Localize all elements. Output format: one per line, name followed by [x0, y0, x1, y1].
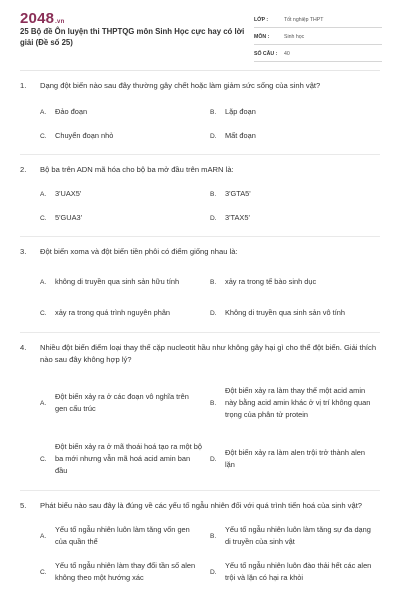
- option-b[interactable]: B. Đột biến xảy ra làm thay thế một acid amin này bằng acid amin khác ở vị trí không quan trọng của phân tử protein: [210, 386, 371, 419]
- question-text: Dạng đột biến nào sau đây thường gây chết hoặc làm giảm sức sống của sinh vật?: [40, 81, 321, 90]
- question-3: [0, 246, 400, 326]
- option-a[interactable]: A. không di truyền qua sinh sản hữu tính: [40, 277, 180, 286]
- option-c[interactable]: C. Đột biến xảy ra ở mã thoái hoá tạo ra một bộ ba mới nhưng vẫn mã hoá acid amin ban đầu: [40, 442, 202, 475]
- meta-subject-value: Sinh học: [284, 33, 305, 40]
- option-d[interactable]: D. Không di truyền qua sinh sản vô tính: [210, 308, 345, 317]
- meta-count-label: SỐ CÂU :: [254, 50, 278, 57]
- question-number: 2.: [20, 165, 27, 174]
- question-text: Phát biểu nào sau đây là đúng về các yếu tố ngẫu nhiên đối với quá trình tiến hoá của sinh vật?: [40, 501, 363, 510]
- document-title: 25 Bộ đề Ôn luyện thi THPTQG môn Sinh Học cực hay có lời giải (Đề số 25): [20, 27, 245, 47]
- meta-count-value: 40: [284, 50, 290, 57]
- question-number: 4.: [20, 343, 27, 352]
- answer-options: [40, 182, 380, 230]
- option-b[interactable]: B. Yếu tố ngẫu nhiên luôn làm tăng sự đa dạng di truyền của sinh vật: [210, 525, 371, 546]
- question-list: [0, 78, 400, 590]
- answer-options: [40, 518, 380, 590]
- option-c[interactable]: C. Chuyển đoạn nhỏ: [40, 131, 114, 140]
- option-c[interactable]: C. 5'GUA3': [40, 213, 83, 222]
- document-meta: [254, 12, 382, 63]
- question-text: Đột biến xoma và đột biến tiền phôi có điểm giống nhau là:: [40, 247, 238, 256]
- option-c[interactable]: C. xảy ra trong quá trình nguyên phân: [40, 308, 171, 317]
- option-d[interactable]: D. 3'TAX5': [210, 213, 250, 222]
- option-a[interactable]: A. 3'UAX5': [40, 189, 82, 198]
- meta-count: [254, 46, 382, 62]
- answer-options: [40, 264, 380, 326]
- question-text: Nhiều đột biến điểm loại thay thế cặp nucleotit hầu như không gây hại gì cho thể đột biến. Giải thích nào sau đây không hợp lý?: [40, 343, 377, 364]
- option-d[interactable]: D. Đột biến xảy ra làm alen trội trở thành alen lặn: [210, 448, 366, 469]
- meta-class: [254, 12, 382, 28]
- question-number: 3.: [20, 247, 27, 256]
- question-divider: [20, 490, 380, 491]
- option-a[interactable]: A. Đảo đoạn: [40, 107, 88, 116]
- option-b[interactable]: B. xảy ra trong tế bào sinh dục: [210, 277, 317, 286]
- header-divider: [20, 70, 380, 71]
- question-divider: [20, 236, 380, 237]
- option-b[interactable]: B. 3'GTA5': [210, 189, 251, 198]
- option-d[interactable]: D. Yếu tố ngẫu nhiên luôn đào thải hết các alen trội và lặn có hại ra khỏi: [210, 561, 372, 582]
- option-b[interactable]: B. Lặp đoạn: [210, 107, 256, 116]
- answer-options: [40, 372, 380, 484]
- question-2: [0, 164, 400, 230]
- meta-class-label: LỚP :: [254, 16, 269, 23]
- meta-subject-label: MÔN :: [254, 33, 270, 40]
- question-number: 1.: [20, 81, 27, 90]
- meta-class-value: Tốt nghiệp THPT: [284, 16, 324, 23]
- option-a[interactable]: A. Đột biến xảy ra ở các đoạn vô nghĩa trên gen cấu trúc: [40, 392, 189, 413]
- question-divider: [20, 332, 380, 333]
- question-1: [0, 78, 400, 148]
- question-5: [0, 500, 400, 590]
- question-divider: [20, 154, 380, 155]
- question-text: Bộ ba trên ADN mã hóa cho bộ ba mở đầu trên mARN là:: [40, 165, 234, 174]
- question-number: 5.: [20, 501, 27, 510]
- option-d[interactable]: D. Mất đoạn: [210, 131, 256, 140]
- option-c[interactable]: C. Yếu tố ngẫu nhiên làm thay đổi tần số alen không theo một hướng xác: [40, 561, 196, 582]
- option-a[interactable]: A. Yếu tố ngẫu nhiên luôn làm tăng vốn gen của quần thể: [40, 525, 190, 546]
- question-4: [0, 342, 400, 484]
- document-header: [0, 0, 400, 62]
- answer-options: [40, 100, 380, 148]
- meta-subject: [254, 29, 382, 45]
- site-logo[interactable]: 2048.vn: [20, 10, 65, 27]
